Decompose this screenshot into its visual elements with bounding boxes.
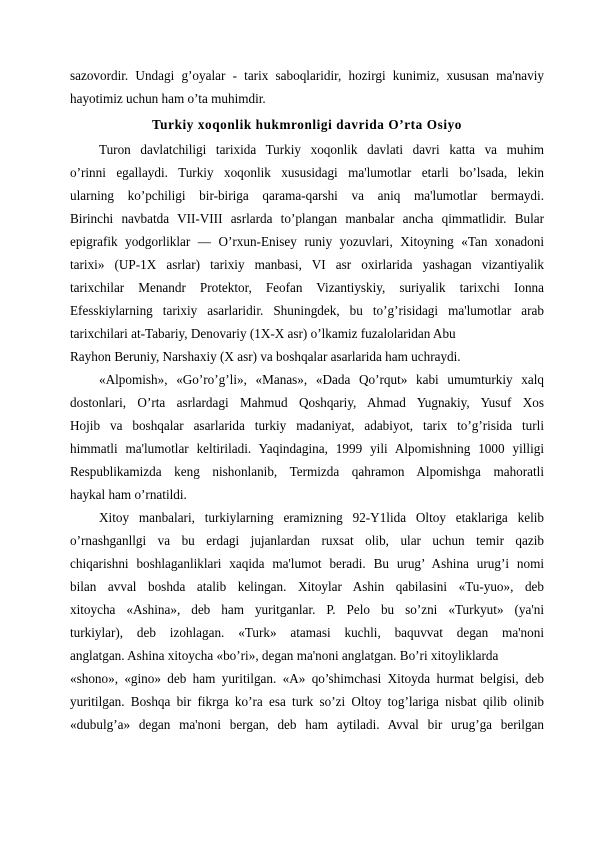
- body-text-line: Respublikamizda keng nishonlanib, Termizda qahramon Alpomishga mahoratli: [70, 464, 544, 479]
- body-text-line: «Alpomish», «Go’ro’g’li», «Manas», «Dada Qo’rqut» kabi umumturkiy xalq: [99, 372, 544, 387]
- body-text-line: Xitoy manbalari, turkiylarning eramizning 92-Y1lida Oltoy etaklariga kelib: [99, 510, 544, 525]
- body-text-line: tarixi» (UP-1X asrlar) tarixiy manbasi, VI asr oxirlarida yashagan vizantiyalik: [70, 257, 544, 272]
- body-text-line: xitoycha «Ashina», deb ham yuritganlar. P. Pelo bu so’zni «Turkyut» (ya'ni: [70, 602, 544, 617]
- body-text-line: Hojib va boshqalar asarlarida turkiy madaniyat, adabiyot, tarix to’g’risida turli: [70, 418, 544, 433]
- body-text-line: Rayhon Beruniy, Narshaxiy (X asr) va boshqalar asarlarida ham uchraydi.: [70, 349, 461, 364]
- body-text-line: bilan avval boshda atalib kelingan. Xitoylar Ashin qabilasini «Tu-yuo», deb: [70, 579, 544, 594]
- body-text-line: chiqarishni boshlaganliklari xaqida ma'lumot beradi. Bu urug’ Ashina urug’i nomi: [70, 556, 544, 571]
- body-text-line: «dubulg’a» degan ma'noni bergan, deb ham aytiladi. Avval bir urug’ga berilgan: [70, 717, 544, 732]
- body-text-line: o’rnashganllgi va bu erdagi jujanlardan ruxsat olib, ular uchun temir qazib: [70, 533, 544, 548]
- section-heading: Turkiy xoqonlik hukmronligi davrida O’rta Osiyo: [152, 117, 462, 132]
- body-text-line: anglatgan. Ashina xitoycha «bo’ri», degan ma'noni anglatgan. Bo’ri xitoyliklarda: [70, 648, 499, 663]
- body-text-line: dostonlari, O’rta asrlardagi Mahmud Qoshqariy, Ahmad Yugnakiy, Yusuf Xos: [70, 395, 544, 410]
- body-text-line: yuritilgan. Boshqa bir fikrga ko’ra esa turk so’zi Oltoy tog’lariga nisbat qilib olinib: [70, 694, 544, 709]
- body-text-line: Turon davlatchiligi tarixida Turkiy xoqonlik davlati davri katta va muhim: [99, 142, 544, 157]
- body-text-line: epigrafik yodgorliklar — O’rxun-Enisey runiy yozuvlari, Xitoyning «Tan xonadoni: [70, 234, 544, 249]
- body-text-line: o’rinni egallaydi. Turkiy xoqonlik xususidagi ma'lumotlar etarli bo’lsada, lekin: [70, 165, 544, 180]
- body-text-line: Birinchi navbatda VII-VIII asrlarda to’plangan manbalar ancha qimmatlidir. Bular: [70, 211, 544, 226]
- body-text-line: turkiylar), deb izohlagan. «Turk» atamasi kuchli, baquvvat degan ma'noni: [70, 625, 544, 640]
- body-text-line: haykal ham o’rnatildi.: [70, 487, 187, 502]
- body-text-line: Efesskiylarning tarixiy asarlaridir. Shuningdek, bu to’g’risidagi ma'lumotlar arab: [70, 303, 544, 318]
- body-text-line: ularning ko’pchiligi bir-biriga qarama-qarshi va aniq ma'lumotlar bermaydi.: [70, 188, 544, 203]
- body-text-line: tarixchilari at-Tabariy, Denovariy (1X-X asr) o’lkamiz fuzalolaridan Abu: [70, 326, 456, 341]
- body-text-line: «shono», «gino» deb ham yuritilgan. «A» qo’shimchasi Xitoyda hurmat belgisi, deb: [70, 671, 544, 686]
- body-text-line: tarixchilar Menandr Protektor, Feofan Vizantiyskiy, suriyalik tarixchi Ionna: [70, 280, 544, 295]
- body-text-line: sazovordir. Undagi g’oyalar - tarix saboqlaridir, hozirgi kunimiz, xususan ma'naviy: [70, 68, 544, 83]
- body-text-line: hayotimiz uchun ham o’ta muhimdir.: [70, 91, 266, 106]
- body-text-line: himmatli ma'lumotlar keltiriladi. Yaqindagina, 1999 yili Alpomishning 1000 yilligi: [70, 441, 544, 456]
